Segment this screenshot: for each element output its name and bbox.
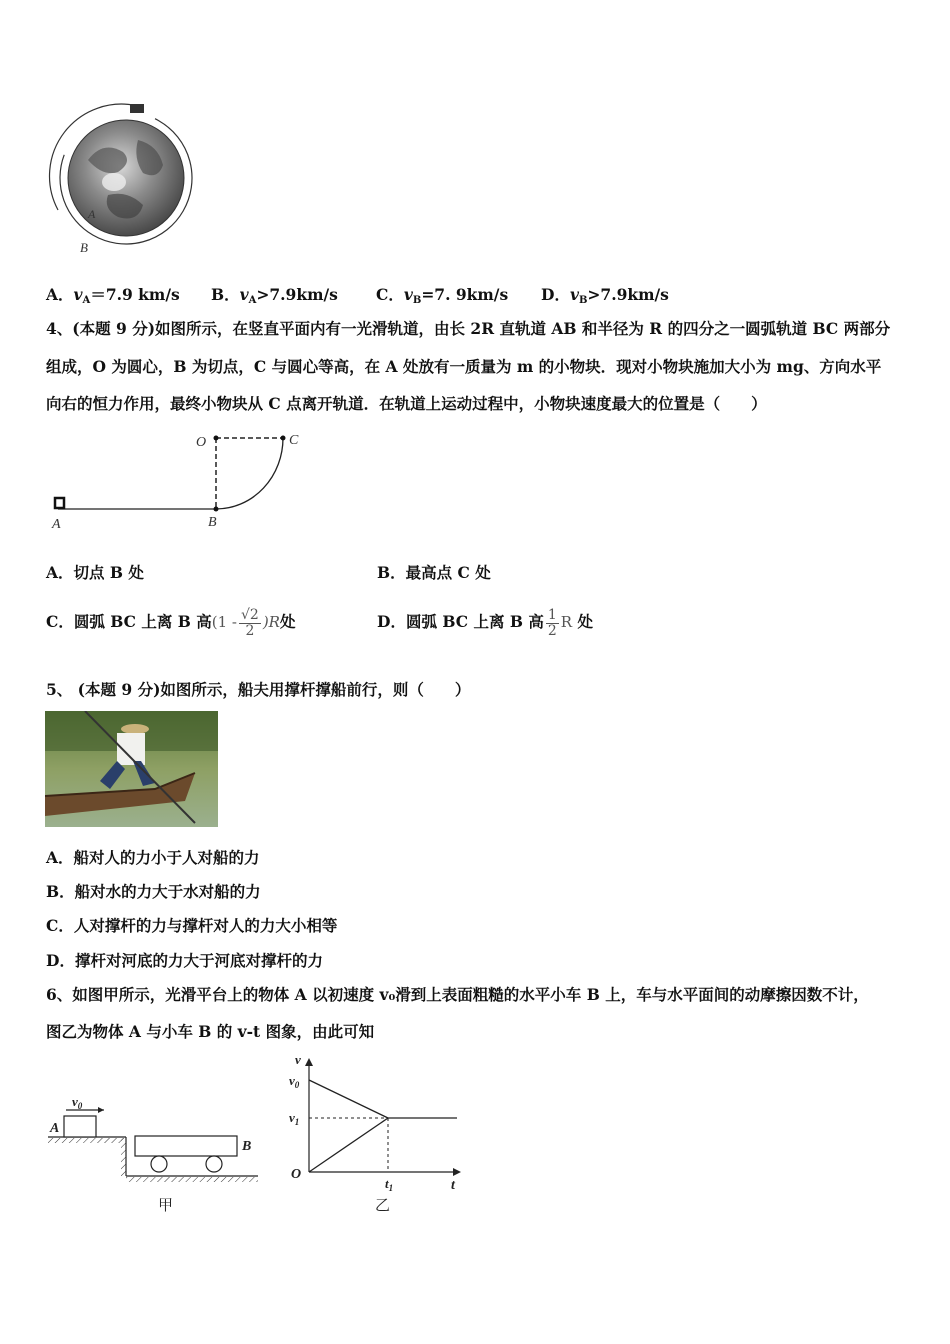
- q3-option-b: B．$v_A>7.9km/s$: [211, 285, 338, 306]
- q5-stem: 5、 (本题 9 分)如图所示，船夫用撑杆撑船前行，则（ ）: [46, 680, 471, 699]
- track-label-b: B: [208, 515, 217, 530]
- earth-label-a: A: [88, 207, 96, 221]
- yi-label-v0: $v_0$: [289, 1073, 300, 1090]
- track-label-c: C: [289, 433, 299, 448]
- jia-label-b: B: [242, 1139, 252, 1154]
- q5-option-c: C．人对撑杆的力与撑杆对人的力大小相等: [46, 916, 338, 935]
- yi-line-a: [309, 1080, 388, 1118]
- q3-option-a: A．$v_A=7.9$ km/s: [46, 285, 180, 306]
- q4-stem-line3: 向右的恒力作用，最终小物块从 C 点离开轨道．在轨道上运动过程中，小物块速度最大的位置是（ ）: [46, 394, 767, 413]
- q4-option-d: D．圆弧 BC 上离 B 高 $\frac{1}{2}$ R 处: [377, 606, 593, 639]
- figure-yi-vt-graph: [283, 1050, 468, 1220]
- figure-jia: [44, 1090, 269, 1220]
- track-label-o: O: [196, 435, 207, 450]
- q5-option-a: A．船对人的力小于人对船的力: [46, 848, 260, 867]
- yi-label-v1: $v_1$: [289, 1110, 300, 1127]
- q5-option-d: D．撑杆对河底的力大于河底对撑杆的力: [46, 951, 323, 970]
- jia-caption: 甲: [158, 1198, 174, 1214]
- track-figure: [46, 428, 316, 536]
- q5-option-b: B．船对水的力大于水对船的力: [46, 882, 261, 901]
- q6-stem-line2: 图乙为物体 A 与小车 B 的 v-t 图象，由此可知: [46, 1022, 375, 1041]
- track-label-a: A: [52, 517, 61, 532]
- yi-line-b: [309, 1118, 388, 1172]
- q3-option-c: C．$v_B=7$. 9km/s: [376, 285, 509, 306]
- jia-label-v0: $v_0$: [72, 1094, 83, 1111]
- yi-label-t1: $t_1$: [385, 1176, 394, 1193]
- earth-label-b: B: [80, 240, 88, 255]
- q4-option-a: A．切点 B 处: [46, 563, 144, 582]
- q4-stem-line2: 组成，O 为圆心，B 为切点，C 与圆心等高，在 A 处放有一质量为 m 的小物块．现对小物块施加大小为 mg、方向水平: [46, 357, 882, 376]
- yi-label-o: O: [291, 1167, 302, 1182]
- q4-stem-line1: 4、(本题 9 分)如图所示，在竖直平面内有一光滑轨道，由长 2R 直轨道 AB 和半径为 R 的四分之一圆弧轨道 BC 两部分: [46, 319, 891, 338]
- jia-label-a: A: [50, 1121, 60, 1136]
- boatman-photo: [45, 711, 218, 827]
- earth-orbit-figure: [48, 100, 198, 260]
- yi-label-t: t: [451, 1178, 455, 1193]
- q3-option-d: D．$v_B>7.9km/s$: [541, 285, 669, 306]
- yi-label-v: v: [295, 1052, 301, 1067]
- yi-caption: 乙: [375, 1198, 391, 1214]
- q4-option-b: B．最高点 C 处: [377, 563, 491, 582]
- q6-stem-line1: 6、如图甲所示，光滑平台上的物体 A 以初速度 v₀滑到上表面粗糙的水平小车 B 上，车与水平面间的动摩擦因数不计，: [46, 985, 869, 1004]
- q4-option-c: C．圆弧 BC 上离 B 高(1 - $\frac{√2}{2}$ )R处: [46, 606, 296, 639]
